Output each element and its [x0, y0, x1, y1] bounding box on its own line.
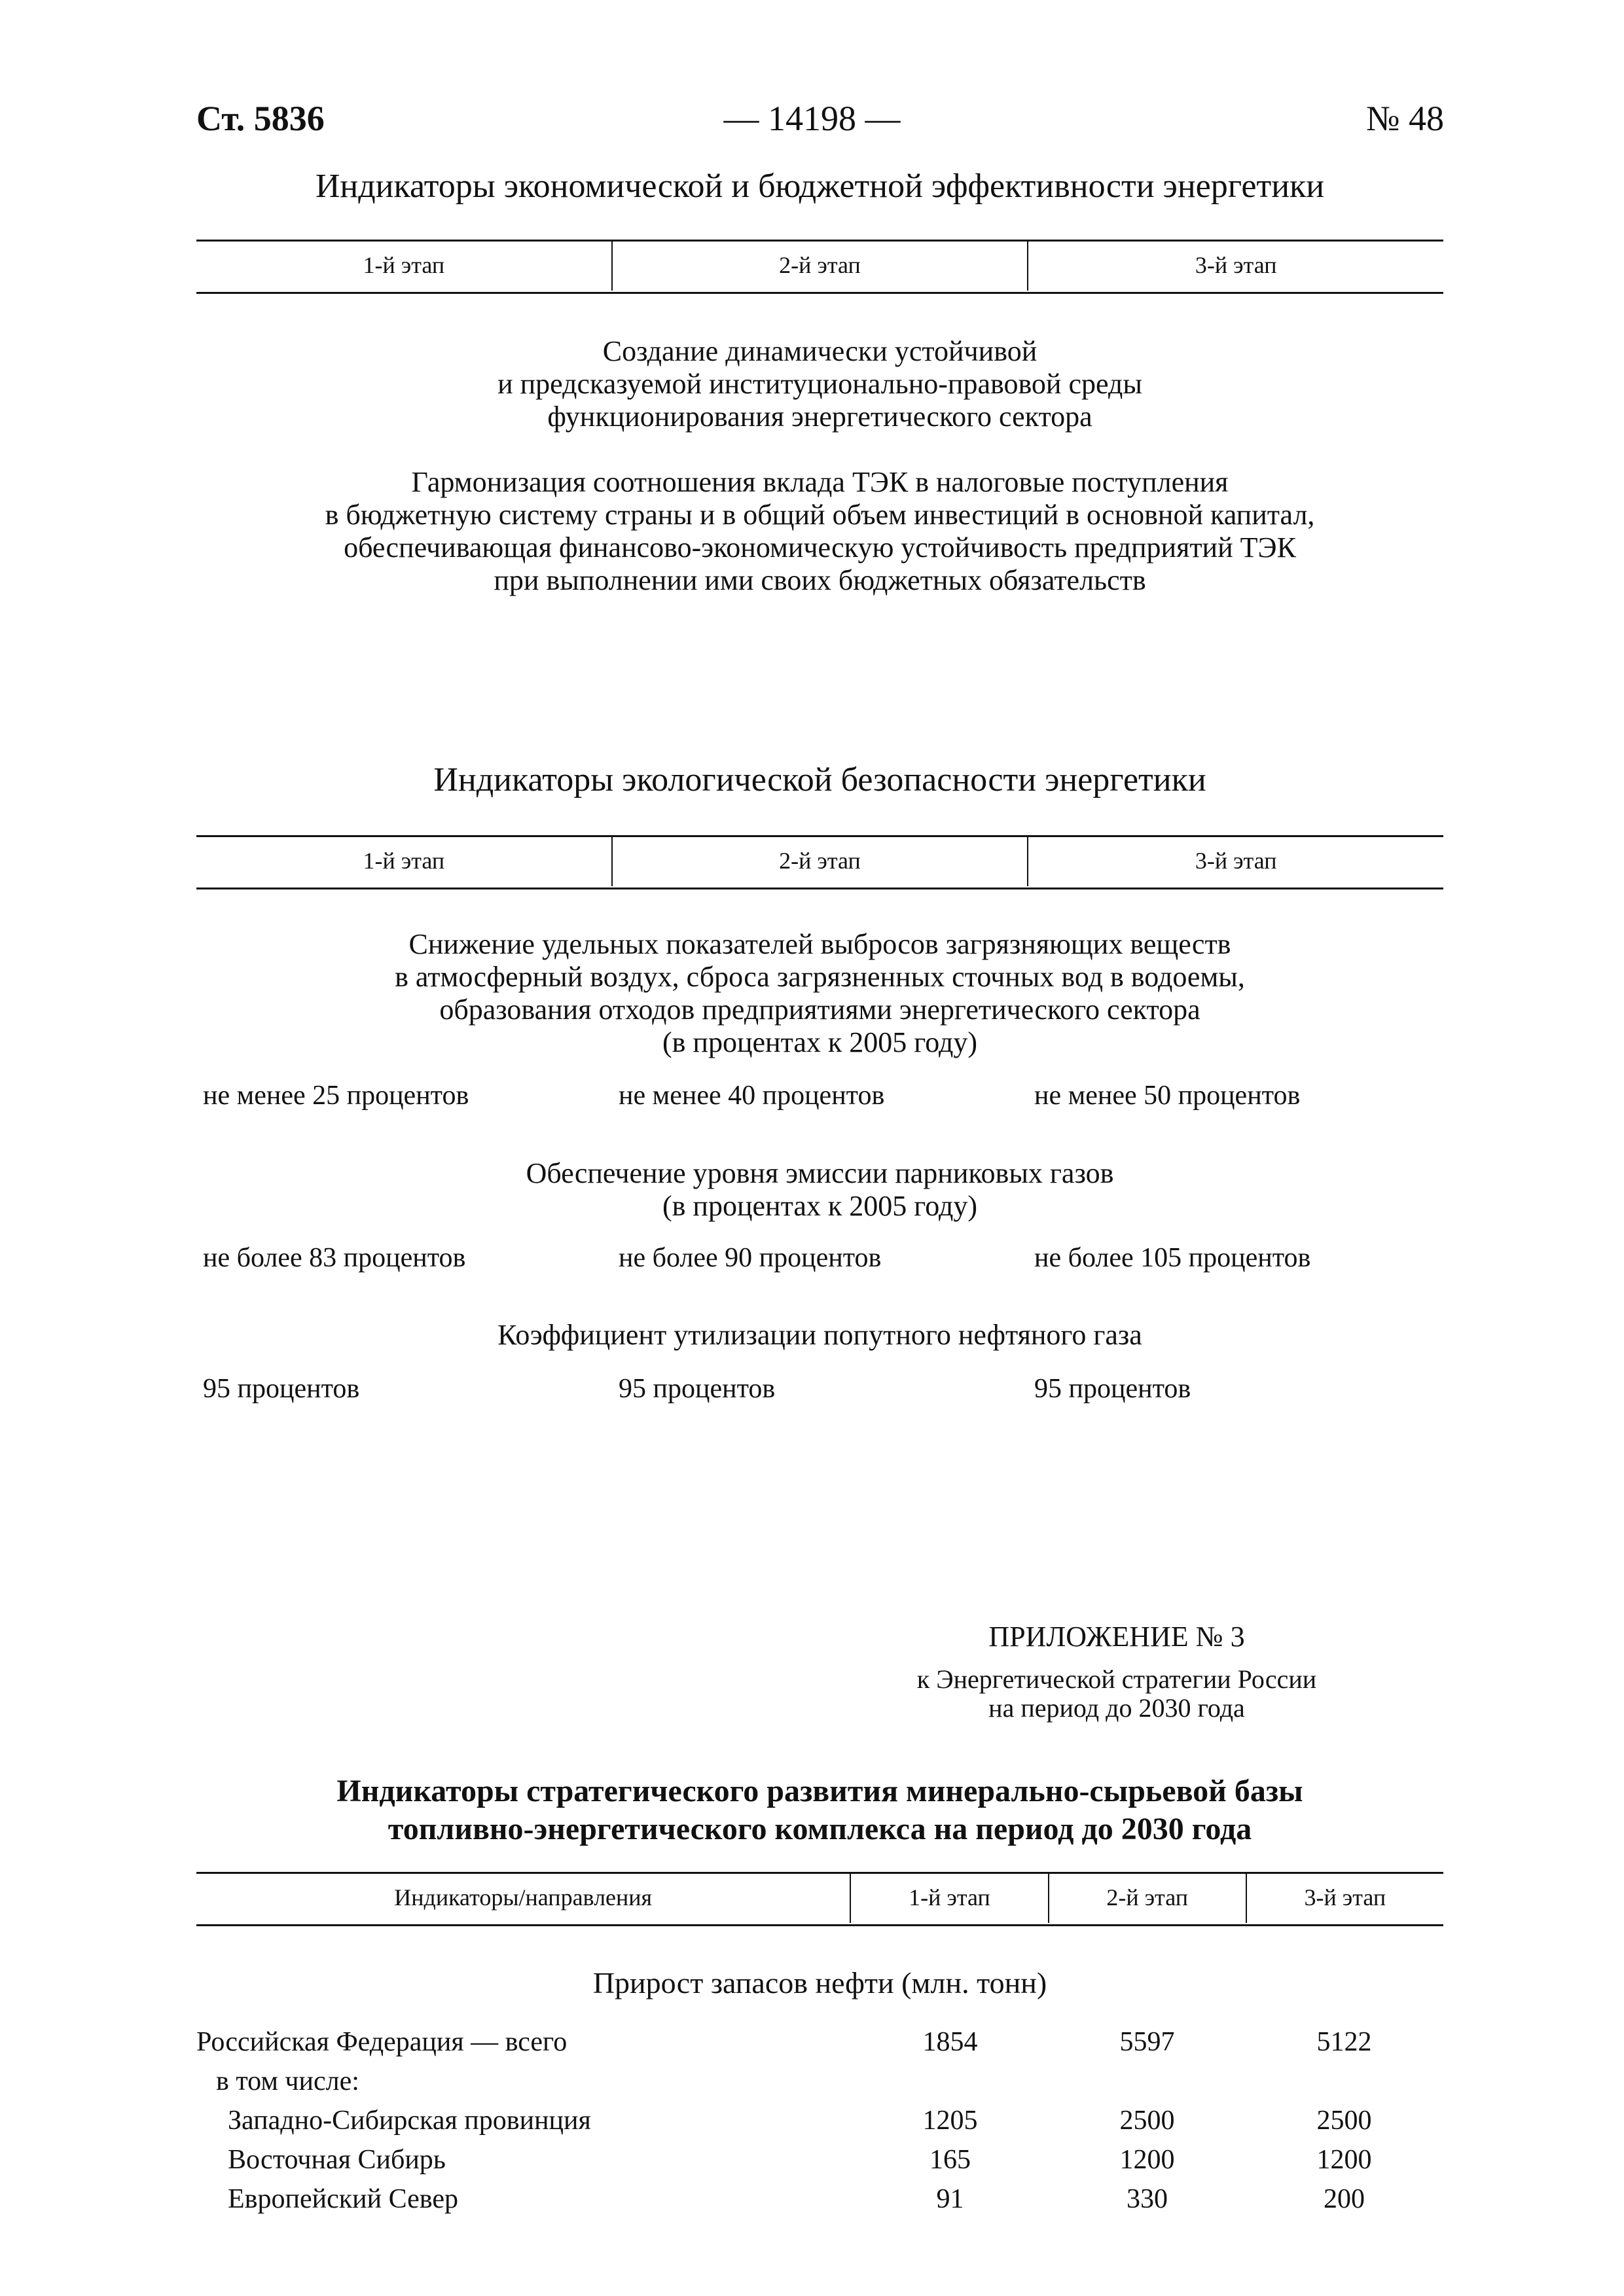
indicator1-line: Снижение удельных показателей выбросов загрязняющих веществ	[408, 928, 1231, 960]
indicator3-values	[196, 1373, 1443, 1405]
row-value-stage1: 165	[929, 2145, 971, 2175]
section1-text-line: в бюджетную систему страны и в общий объем инвестиций в основной капитал,	[325, 499, 1315, 531]
indicator2-values	[196, 1242, 1443, 1274]
row-value-stage1: 1854	[922, 2027, 978, 2057]
appendix-title-line: топливно-энергетического комплекса на период до 2030 года	[388, 1812, 1252, 1846]
appendix-table-rule-bottom	[196, 1924, 1443, 1926]
section1-heading-line: Создание динамически устойчивой	[602, 335, 1038, 367]
section2-rule-bottom	[196, 888, 1443, 889]
row-label: Европейский Север	[228, 2184, 458, 2214]
row-value-stage2: 5597	[1119, 2027, 1175, 2057]
appendix-subtitle	[789, 1665, 1444, 1723]
table-row	[196, 2140, 1443, 2179]
indicator1-value-stage2: не менее 40 процентов	[619, 1081, 885, 1111]
row-value-stage3: 1200	[1316, 2145, 1372, 2175]
stage-2-header: 2-й этап	[613, 240, 1029, 291]
row-value-stage3: 5122	[1316, 2027, 1372, 2057]
table-row	[196, 2101, 1443, 2140]
indicator2-value-stage1: не более 83 процентов	[203, 1243, 466, 1273]
appendix-heading	[789, 1620, 1444, 1723]
indicator1-value-stage1: не менее 25 процентов	[203, 1081, 469, 1111]
section1-heading	[196, 335, 1443, 433]
indicator1-values	[196, 1080, 1443, 1111]
row-label: в том числе:	[216, 2066, 359, 2096]
header-stage-2: 2-й этап	[1049, 1873, 1247, 1923]
indicator3-heading	[196, 1319, 1443, 1352]
row-value-stage1: 91	[936, 2184, 964, 2214]
stage-3-header: 3-й этап	[1195, 848, 1277, 874]
appendix-title	[196, 1772, 1443, 1848]
indicator2-heading	[196, 1157, 1443, 1223]
indicator1-line: образования отходов предприятиями энергетического сектора	[439, 994, 1200, 1026]
row-value-stage2: 330	[1127, 2184, 1168, 2214]
appendix-subtitle-line: на период до 2030 года	[988, 1693, 1245, 1723]
row-label: Западно-Сибирская провинция	[228, 2106, 591, 2136]
row-label: Российская Федерация — всего	[196, 2027, 568, 2057]
article-number: Ст. 5836	[196, 99, 325, 138]
header-stage-1: 1-й этап	[851, 1873, 1049, 1923]
stage-2-header: 2-й этап	[613, 836, 1029, 886]
row-value-stage2: 1200	[1119, 2145, 1175, 2175]
issue-number: № 48	[1365, 99, 1444, 138]
stage-3-header: 3-й этап	[1195, 252, 1277, 278]
page-number: — 14198 —	[723, 99, 901, 138]
header-stage-3: 3-й этап	[1304, 1884, 1386, 1910]
section1-text	[196, 466, 1443, 597]
row-label: Восточная Сибирь	[228, 2145, 446, 2175]
indicator2-value-stage2: не более 90 процентов	[619, 1243, 882, 1273]
indicator1-line: (в процентах к 2005 году)	[662, 1026, 977, 1058]
section2-title: Индикаторы экологической безопасности энергетики	[433, 761, 1206, 798]
indicator3-value-stage3: 95 процентов	[1034, 1374, 1191, 1404]
indicator1-heading	[196, 928, 1443, 1059]
indicator1-value-stage3: не менее 50 процентов	[1034, 1081, 1301, 1111]
stage-1-header: 1-й этап	[196, 836, 613, 886]
appendix-subheading: Прирост запасов нефти (млн. тонн)	[592, 1966, 1047, 2000]
table-row	[196, 2062, 1443, 2101]
section1-text-line: Гармонизация соотношения вклада ТЭК в налоговые поступления	[411, 466, 1229, 498]
row-value-stage1	[852, 2062, 1049, 2101]
indicator1-line: в атмосферный воздух, сброса загрязненных сточных вод в водоемы,	[395, 961, 1245, 993]
section1-text-line: при выполнении ими своих бюджетных обязательств	[494, 564, 1146, 596]
indicator3-value-stage2: 95 процентов	[619, 1374, 776, 1404]
appendix-title-line: Индикаторы стратегического развития минерально-сырьевой базы	[336, 1774, 1303, 1808]
table-row	[196, 2022, 1443, 2062]
section1-heading-line: и предсказуемой институционально-правовой среды	[497, 368, 1142, 400]
row-value-stage2	[1049, 2062, 1246, 2101]
indicator2-line: (в процентах к 2005 году)	[662, 1190, 977, 1222]
appendix-table-header	[196, 1873, 1443, 1923]
indicator2-value-stage3: не более 105 процентов	[1034, 1243, 1311, 1273]
row-value-stage3	[1246, 2062, 1443, 2101]
section1-text-line: обеспечивающая финансово-экономическую устойчивость предприятий ТЭК	[344, 531, 1296, 564]
section1-stage-header	[196, 240, 1443, 291]
section1-heading-line: функционирования энергетического сектора	[547, 401, 1092, 433]
row-value-stage3: 2500	[1316, 2106, 1372, 2136]
indicator3-value-stage1: 95 процентов	[203, 1374, 360, 1404]
appendix-subtitle-line: к Энергетической стратегии России	[916, 1664, 1317, 1694]
table-row	[196, 2179, 1443, 2219]
row-value-stage3: 200	[1324, 2184, 1365, 2214]
section2-stage-header	[196, 836, 1443, 886]
section1-rule-bottom	[196, 292, 1443, 294]
stage-1-header: 1-й этап	[196, 240, 613, 291]
indicator2-line: Обеспечение уровня эмиссии парниковых газов	[526, 1157, 1114, 1189]
indicator3-line: Коэффициент утилизации попутного нефтяного газа	[497, 1319, 1142, 1351]
section1-title: Индикаторы экономической и бюджетной эффективности энергетики	[315, 168, 1325, 205]
header-indicators: Индикаторы/направления	[196, 1873, 851, 1923]
appendix-label: ПРИЛОЖЕНИЕ № 3	[988, 1621, 1245, 1653]
row-value-stage1: 1205	[922, 2106, 978, 2136]
row-value-stage2: 2500	[1119, 2106, 1175, 2136]
